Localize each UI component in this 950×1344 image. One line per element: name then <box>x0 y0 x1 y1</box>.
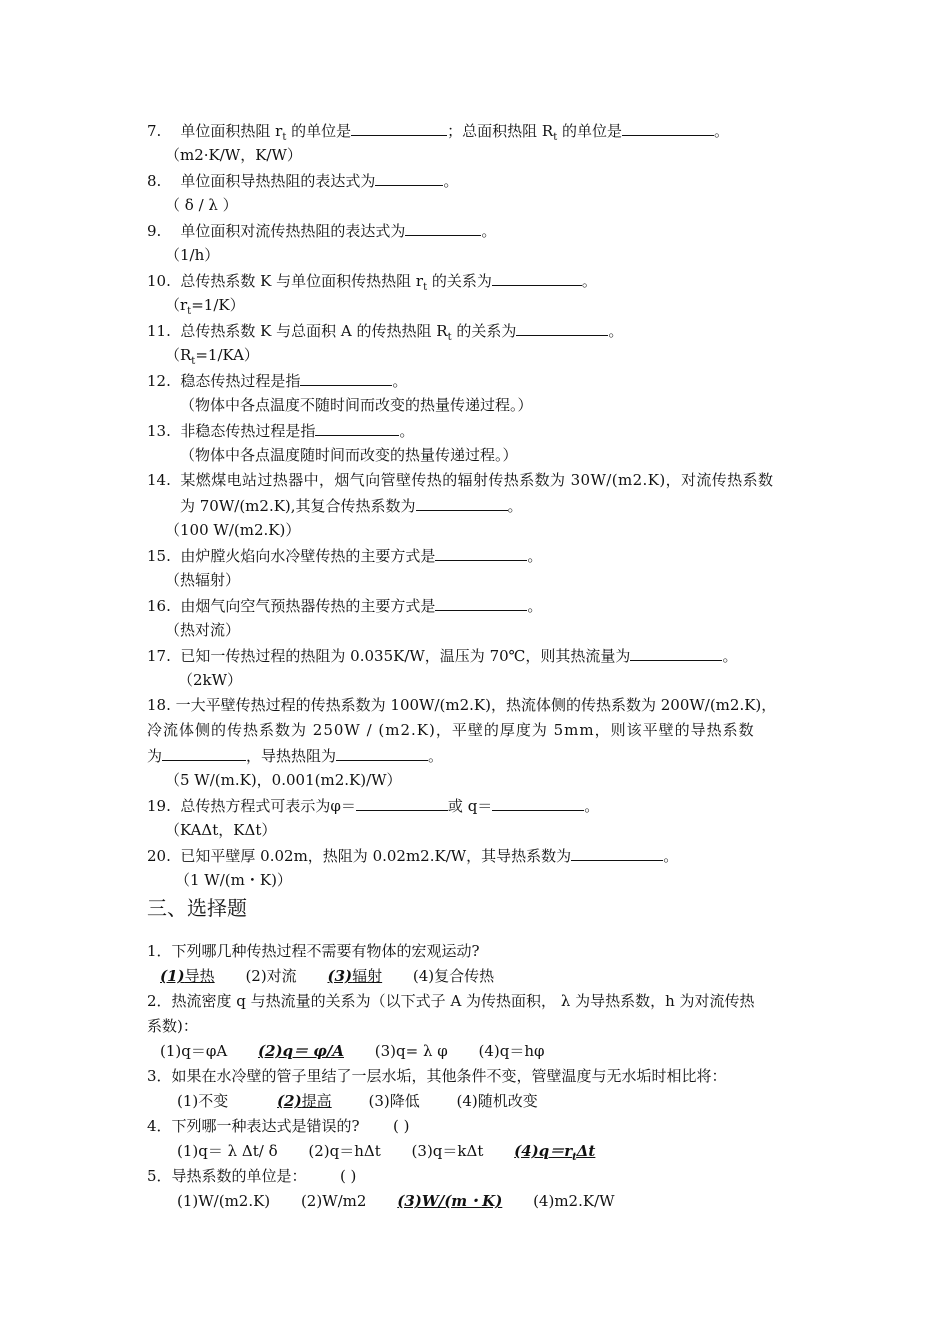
fill-blank[interactable] <box>351 121 447 136</box>
question-12: 12. 稳态传热过程是指 。 <box>147 372 408 390</box>
answer-16: （热对流） <box>165 621 241 639</box>
option-1[interactable]: (1)W/(m2.K) <box>177 1192 271 1210</box>
answer-18: （5 W/(m.K)，0.001(m2.K)/W） <box>165 771 402 789</box>
option-2[interactable]: (2)对流 <box>245 967 297 985</box>
option-3[interactable]: (3)q= λ φ <box>374 1042 448 1060</box>
question-7: 7. 单位面积热阻 $r_t$ 的单位是 ；总面积热阻 $R_t$ 的单位是 。 <box>147 122 730 143</box>
choice-question-3: 3．如果在水冷壁的管子里结了一层水垢，其他条件不变，管壁温度与无水垢时相比将： <box>147 1067 727 1085</box>
question-13: 13. 非稳态传热过程是指 。 <box>147 422 415 440</box>
answer-11: $(R_t=1/KA)$ <box>165 346 259 367</box>
choice-options-2 <box>160 1042 571 1060</box>
answer-12: （物体中各点温度不随时间而改变的热量传递过程。） <box>180 396 533 414</box>
fill-blank[interactable] <box>492 796 584 811</box>
question-17: 17. 已知一传热过程的热阻为 0.035K/W，温压为 70℃，则其热流量为 。 <box>147 647 738 665</box>
fill-blank[interactable] <box>622 121 714 136</box>
fill-blank[interactable] <box>356 796 448 811</box>
fill-blank[interactable] <box>405 221 481 236</box>
answer-13: （物体中各点温度随时间而改变的热量传递过程。） <box>180 446 518 464</box>
question-10: 10. 总传热系数 K 与单位面积传热热阻 $r_t$ 的关系为 。 <box>147 272 597 293</box>
option-1[interactable]: (1)q＝φA <box>160 1042 228 1060</box>
option-1[interactable]: (1)不变 <box>177 1092 229 1110</box>
question-number: 7. <box>147 122 162 140</box>
option-4[interactable]: (4)q＝hφ <box>478 1042 545 1060</box>
option-3[interactable]: (3)降低 <box>368 1092 420 1110</box>
option-3[interactable]: (3)q＝kΔt <box>411 1142 484 1160</box>
answer-10: $(r_t=1/K)$ <box>165 296 245 317</box>
question-20: 20. 已知平壁厚 0.02m，热阻为 0.02m2.K/W，其导热系数为 。 <box>147 847 679 865</box>
question-11: 11. 总传热系数 K 与总面积 A 的传热热阻 $R_t$ 的关系为 。 <box>147 322 624 343</box>
option-4[interactable]: (4)随机改变 <box>456 1092 538 1110</box>
choice-question-4: 4．下列哪一种表达式是错误的? ( ) <box>147 1117 410 1135</box>
fill-blank[interactable] <box>416 496 508 511</box>
option-3-selected[interactable]: (3)W/(m・K) <box>397 1192 503 1210</box>
option-2-selected[interactable]: (2)q＝ φ/A <box>257 1042 344 1060</box>
answer-14: （100 W/(m2.K)） <box>165 521 301 539</box>
option-3-selected[interactable]: (3)辐射 <box>327 967 383 985</box>
answer-20: （1 W/(m・K)） <box>175 871 292 889</box>
fill-blank[interactable] <box>315 421 399 436</box>
answer-7: （m2·K/W，K/W） <box>165 146 302 164</box>
question-14-cont: 为 70W/(m2.K),其复合传热系数为 。 <box>180 497 523 515</box>
option-2-selected[interactable]: (2)提高 <box>277 1092 332 1110</box>
question-18-cont: 冷流体侧的传热系数为 250W / (m2.K)，平壁的厚度为 5mm，则该平壁的导热系数 <box>147 721 755 739</box>
section-heading: 三、选择题 <box>147 896 247 920</box>
fill-blank[interactable] <box>435 596 527 611</box>
question-8: 8. 单位面积导热热阻的表达式为 。 <box>147 172 459 190</box>
option-4[interactable]: (4)复合传热 <box>412 967 495 985</box>
fill-blank[interactable] <box>375 171 443 186</box>
answer-8: （ δ / λ ） <box>165 196 238 214</box>
choice-question-5: 5．导热系数的单位是： ( ) <box>147 1167 357 1185</box>
choice-question-1: 1．下列哪几种传热过程不需要有物体的宏观运动? <box>147 942 480 960</box>
option-1-selected[interactable]: (1)导热 <box>160 967 215 985</box>
fill-blank[interactable] <box>492 271 582 286</box>
question-19: 19. 总传热方程式可表示为φ＝ 或 q＝ 。 <box>147 797 600 815</box>
choice-options-3 <box>177 1092 564 1110</box>
answer-parentheses[interactable]: ( ) <box>339 1167 357 1185</box>
question-9: 9. 单位面积对流传热热阻的表达式为 。 <box>147 222 497 240</box>
choice-question-2: 2．热流密度 q 与热流量的关系为（以下式子 A 为传热面积， λ 为导热系数，h 为对流传热 <box>147 992 755 1010</box>
fill-blank[interactable] <box>300 371 392 386</box>
question-14: 14. 某燃煤电站过热器中，烟气向管壁传热的辐射传热系数为 30W/(m2.K)，对流传热系数 <box>147 471 774 489</box>
fill-blank[interactable] <box>630 646 722 661</box>
fill-blank[interactable] <box>516 321 608 336</box>
choice-options-1 <box>160 967 520 985</box>
answer-15: （热辐射） <box>165 571 241 589</box>
answer-17: （2kW） <box>178 671 243 689</box>
answer-19: （KAΔt，KΔt） <box>165 821 277 839</box>
question-16: 16. 由烟气向空气预热器传热的主要方式是 。 <box>147 597 543 615</box>
choice-question-2-cont: 系数)： <box>147 1017 198 1035</box>
fill-blank[interactable] <box>571 846 663 861</box>
fill-blank[interactable] <box>336 746 428 761</box>
question-18: 18. 一大平壁传热过程的传热系数为 100W/(m2.K)，热流体侧的传热系数为 200W/(m2.K)， <box>147 696 777 714</box>
question-18-cont2: 为 ，导热热阻为 。 <box>147 747 444 765</box>
fill-blank[interactable] <box>162 746 246 761</box>
option-2[interactable]: (2)W/m2 <box>300 1192 367 1210</box>
option-2[interactable]: (2)q＝hΔt <box>308 1142 381 1160</box>
answer-parentheses[interactable]: ( ) <box>392 1117 410 1135</box>
option-4-selected[interactable]: $(4)q=r_t\Delta t$ <box>514 1142 596 1163</box>
question-15: 15. 由炉膛火焰向水冷壁传热的主要方式是 。 <box>147 547 543 565</box>
option-4[interactable]: (4)m2.K/W <box>533 1192 615 1210</box>
option-1[interactable]: (1)q＝ λ Δt/ δ <box>177 1142 278 1160</box>
answer-9: （1/h） <box>165 246 220 264</box>
choice-options-5 <box>177 1192 641 1210</box>
choice-options-4 <box>177 1142 621 1167</box>
fill-blank[interactable] <box>435 546 527 561</box>
